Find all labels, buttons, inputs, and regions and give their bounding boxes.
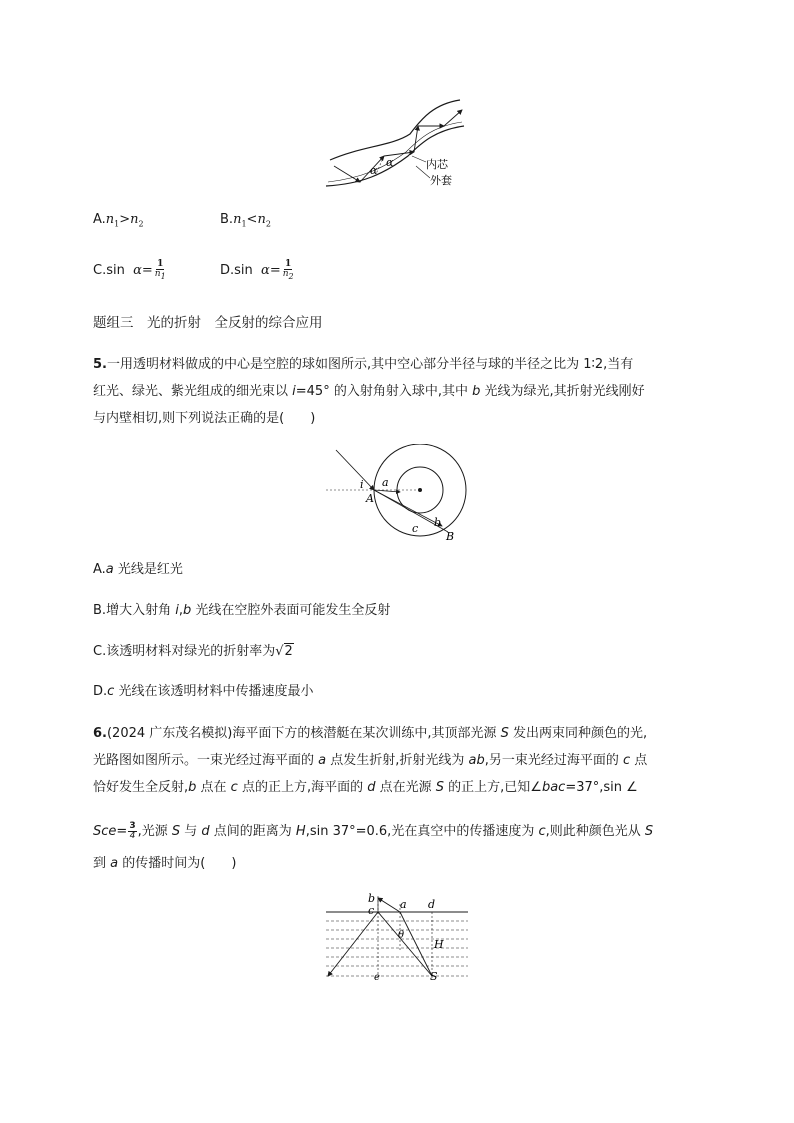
q6-line-3: 恰好发生全反射,b 点在 c 点的正上方,海平面的 d 点在光源 S 的正上方,已知∠bac=37°,sin ∠ [93,780,638,795]
fiber-inner-lower [328,122,462,182]
q6-line-5: 到 a 的传播时间为( ) [93,856,237,871]
submarine-figure [322,892,472,984]
fig-label-theta: θ [398,930,405,941]
ray-c-reflect [328,912,378,976]
fig-label-c: c [412,522,419,535]
fig-core-label: 内芯 [426,158,448,171]
sphere-center [418,488,422,492]
q4-option-a: $A.n_1>n_2$ [93,212,144,229]
fig-label-a: a [400,898,407,911]
fig-label-d: d [428,898,436,911]
sphere-figure [320,444,470,540]
q5-line-2: 红光、绿光、紫光组成的细光束以 i=45° 的入射角射入球中,其中 b 光线为绿光,其折射光线刚好 [93,384,645,399]
fig-label-A: A [366,492,374,505]
q4-option-b: $B.n_1<n_2$ [220,212,271,229]
fig-label-e: e [374,972,380,983]
q5-option-d: D.c 光线在该透明材料中传播速度最小 [93,684,314,699]
fig-label-c: c [368,904,375,917]
fig-label-S: S [430,970,438,983]
fig-label-b: b [434,516,442,529]
q5-option-c: C.该透明材料对绿光的折射率为√2 [93,644,293,659]
q6-line-2: 光路图如图所示。一束光经过海平面的 a 点发生折射,折射光线为 ab,另一束光经过海平面的 c 点 [93,753,648,768]
ray-1 [334,166,360,182]
q5-option-a: A.a 光线是红光 [93,562,183,577]
fig-label-a: a [382,476,389,489]
fiber-outer-upper [330,100,460,160]
q4-option-c: C.sin α= $\frac{1}{n_1}$ [93,259,166,281]
fig-label-H: H [434,938,444,951]
fig-label-B: B [446,530,455,540]
q4-option-d: D.sin α= $\frac{1}{n_2}$ [220,259,294,281]
section-3-title: 题组三 光的折射 全反射的综合应用 [93,315,323,331]
q5-line-1: 5.一用透明材料做成的中心是空腔的球如图所示,其中空心部分半径与球的半径之比为 1∶2,当有 [93,357,634,372]
q5-option-b: B.增大入射角 i,b 光线在空腔外表面可能发生全反射 [93,603,391,618]
q5-line-3: 与内壁相切,则下列说法正确的是( ) [93,411,316,426]
fig-alpha-2: α [386,156,394,169]
q6-line-4: Sce= $\frac{3}{4}$ ,光源 S 与 d 点间的距离为 H,sin 37°=0.6,光在真空中的传播速度为 c,则此种颜色光从 S [93,821,654,841]
incident-ray [336,450,374,490]
fig-label-i: i [360,478,364,491]
sea-lines [326,912,468,976]
fiber-figure [322,96,472,192]
q6-line-1: 6.(2024 广东茂名模拟)海平面下方的核潜艇在某次训练中,其顶部光源 S 发出两束同种颜色的光, [93,726,648,741]
fig-label-b: b [368,892,376,905]
fig-cladding-label: 外套 [430,174,452,187]
ray-a-to-b [378,898,400,912]
core-leader [412,156,426,162]
fig-alpha-1: α [370,164,378,177]
